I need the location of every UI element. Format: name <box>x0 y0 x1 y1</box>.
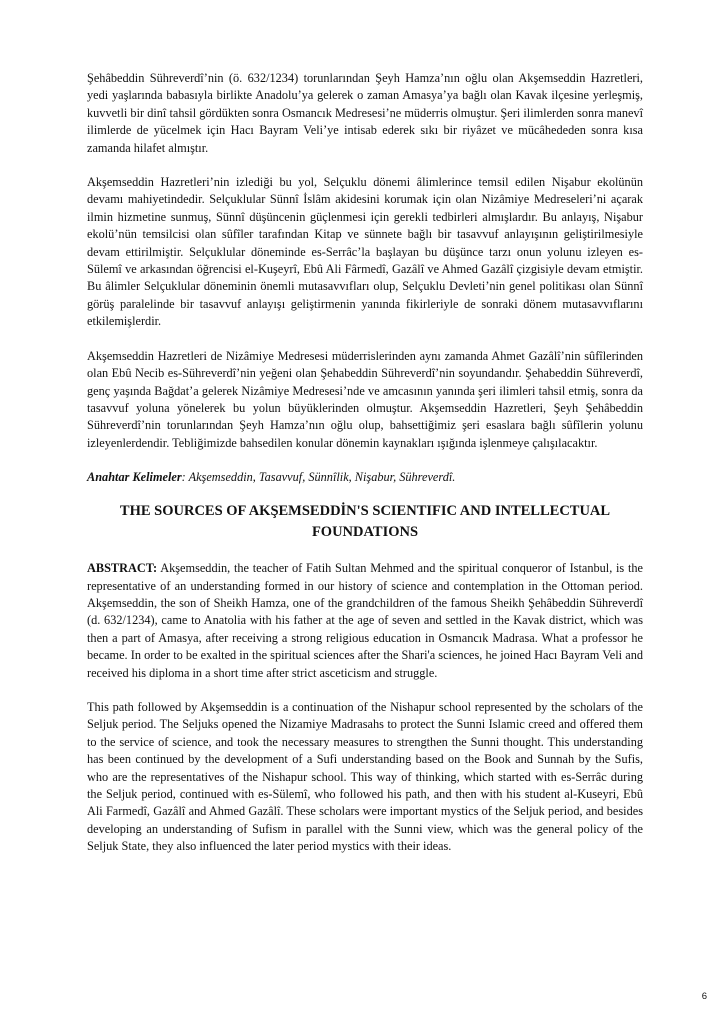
section-gap <box>87 486 643 501</box>
paragraph-gap <box>87 157 643 174</box>
turkish-paragraph-3: Akşemseddin Hazretleri de Nizâmiye Medresesi müderrislerinden aynı zamanda Ahmet Gazâlî’nin sûfîlerinden olan Ebû Necib es-Sühreverdî’nin yeğeni olan Şehabeddin Sühreverdî’nin soyundandır. Şehabeddin Sühreverdî, genç yaşında Bağdat’a gelerek Nizâmiye Medresesi’nde ve amcasının yanında şeri ilimleri tahsil etmiş, sonra da tasavvuf yoluna yönelerek bu yolun büyüklerinden olmuştur. Akşemseddin Hazretleri, Şeyh Şehâbeddin Sühreverdî’nin torunlarından Şeyh Hamza’nın oğlu olup, bahsettiğimiz şeri esaslara bağlı sûfîlerin yolunu izleyenlerdendir. Tebliğimizde bahsedilen konular dönemin kaynakları ışığında işlenmeye çalışılacaktır. <box>87 348 643 450</box>
keywords-label: Anahtar Kelimeler <box>87 470 182 485</box>
turkish-paragraph-2: Akşemseddin Hazretleri’nin izlediği bu yol, Selçuklu dönemi âlimlerince temsil edilen Nişabur ekolünün devamı mahiyetindedir. Selçuklular Sünnî İslâm akidesini korumak için olan Nizâmiye Medreseleri’ni açarak ilmin hizmetine sunmuş, Sünnî düşüncenin güçlenmesi için gerekli tedbirleri almışlardır. Bu anlayış, Nişabur ekolü’nün temsilcisi olan sûfîler tarafından Kitap ve sünnete bağlı bir tasavvuf anlayışının geliştirilmesiyle devam ettirilmiştir. Selçuklular döneminde es-Serrâc’la başlayan bu düşünce tarzı onun yolunu izleyen es-Sülemî ve arkasından öğrencisi el-Kuşeyrî, Ebû Ali Fârmedî, Gazâlî ve Ahmed Gazâlî çizgisiyle devam etmiştir. Bu âlimler Selçuklular döneminin önemli mutasavvıfları olup, Selçuklu Devleti’nin genel politikası olan Sünnî görüş paralelinde bir tasavvuf anlayışı geliştirmenin yanında fikirleriyle de sonraki dönem mutasavvıflarını etkilemişlerdir. <box>87 175 643 329</box>
abstract-label: ABSTRACT: <box>87 561 158 576</box>
paragraph-gap <box>87 331 643 348</box>
section-gap <box>87 543 643 560</box>
english-paragraph-2: This path followed by Akşemseddin is a continuation of the Nishapur school represented by the scholars of the Seljuk period. The Seljuks opened the Nizamiye Madrasahs to protect the Sunni Islamic creed and offered them to the service of science, and took the necessary measures to strengthen the Sunni thought. This understanding has been continued by the development of a Sufi understanding based on the Book and Sunnah by the Sufis, who are the representatives of the Nishapur school. This way of thinking, which started with es-Serrâc during the Seljuk period, continued with es-Sülemî, who followed his path, and then with his student al-Kuseyri, Ebû Ali Farmedî, Gazâlî and Ahmed Gazâlî. These scholars were important mystics of the Seljuk period, and besides developing an understanding of Sufism in parallel with the Sunni view, which was the general policy of the Seljuk State, they also influenced the later period mystics with their ideas. <box>87 699 643 854</box>
english-title-line-2: FOUNDATIONS <box>311 524 419 541</box>
abstract-text: Akşemseddin, the teacher of Fatih Sultan Mehmed and the spiritual conqueror of Istanbul, is the representative of an understanding formed in our history of science and contemplation in the Ottoman period. Akşemseddin, the son of Sheikh Hamza, one of the grandchildren of the famous Sheikh Şehâbeddin Sühreverdî (d. 632/1234), came to Anatolia with his father at the age of seven and settled in the Kavak district, which was then a part of Amasya, after receiving a strong religious education in Osmancık Madrasa. What a professor he became. In order to be exalted in the spiritual sciences after the Shari'a sciences, he joined Hacı Bayram Veli and received his diploma in a short time after strict asceticism and struggle. <box>87 561 643 680</box>
paragraph-gap <box>87 682 643 699</box>
page-content <box>87 70 643 856</box>
english-abstract <box>87 560 643 682</box>
keywords-line <box>87 469 643 486</box>
paragraph-gap <box>87 452 643 469</box>
page-number: 6 <box>701 991 707 1002</box>
keywords-text: : Akşemseddin, Tasavvuf, Sünnîlik, Nişabur, Sühreverdî. <box>181 470 456 485</box>
english-title <box>87 501 643 543</box>
turkish-paragraph-1: Şehâbeddin Sühreverdî’nin (ö. 632/1234) torunlarından Şeyh Hamza’nın oğlu olan Akşemseddin Hazretleri, yedi yaşlarında babasıyla birlikte Anadolu’ya gelerek o zaman Amasya’ya bağlı olan Kavak ilçesine yerleşmiş, kuvvetli bir dinî tahsil gördükten sonra Osmancık Medresesi’ne müderris olmuştur. Şeri ilimlerden sonra manevî ilimlerde de yücelmek için Hacı Bayram Veli’ye intisab ederek sıkı bir riyâzet ve mücâhededen sonra kısa zamanda hilafet almıştır. <box>87 71 643 155</box>
english-title-line-1: THE SOURCES OF AKŞEMSEDDİN'S SCIENTIFIC AND INTELLECTUAL <box>119 503 611 520</box>
